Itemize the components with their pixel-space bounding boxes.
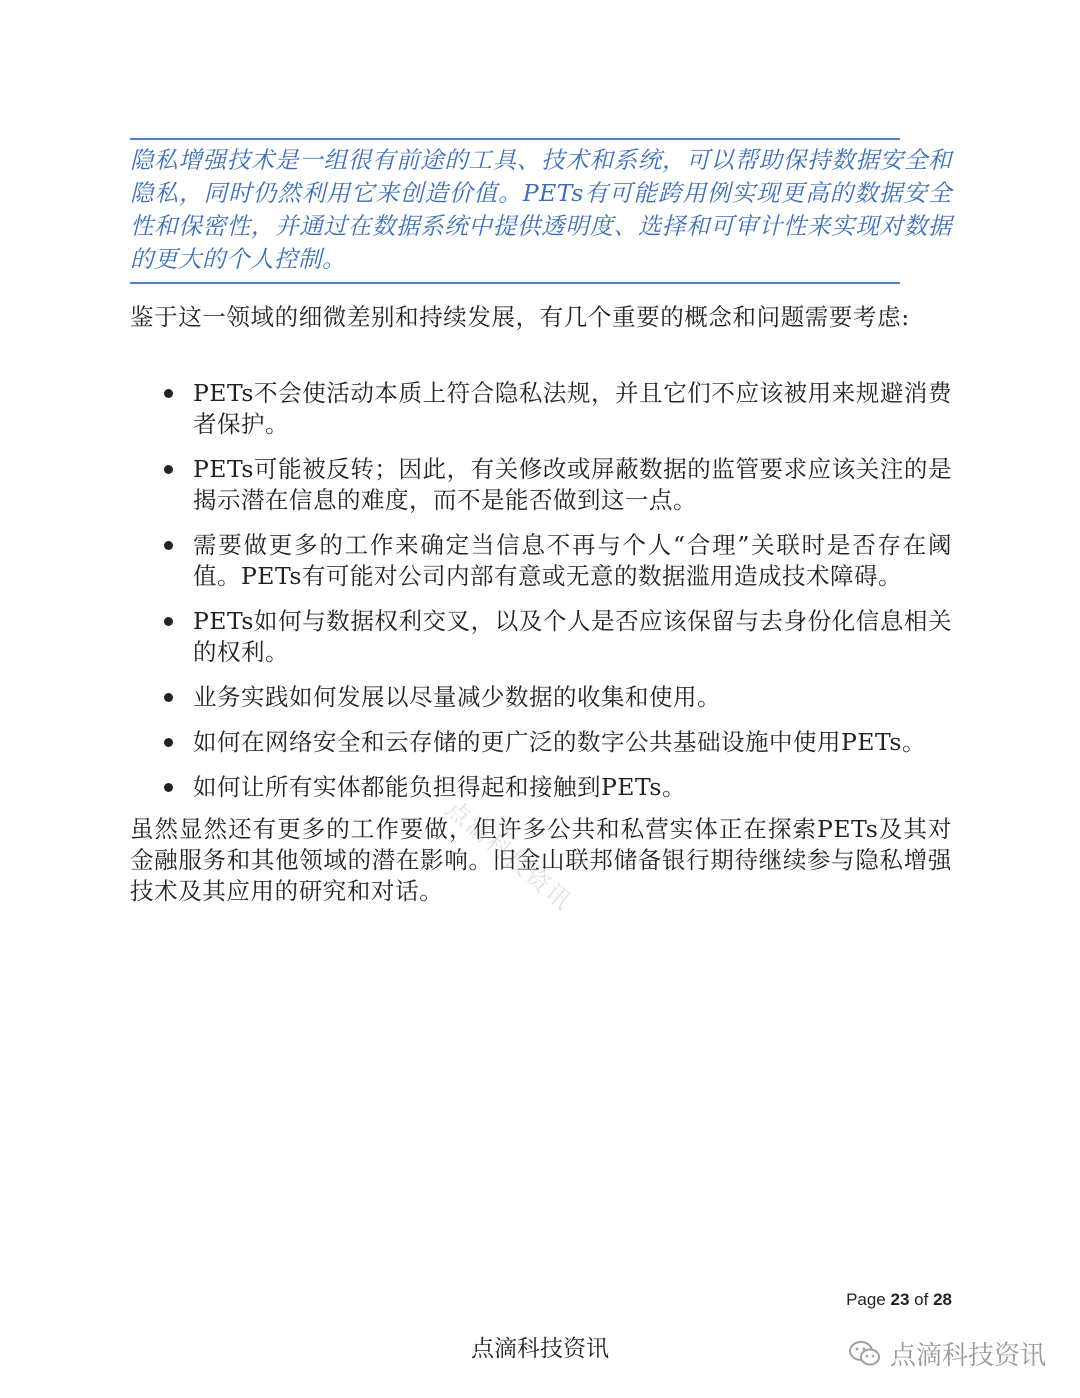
bullet-item (130, 530, 952, 592)
bullet-text: 如何在网络安全和云存储的更广泛的数字公共基础设施中使用PETs。 (193, 728, 926, 756)
watermark-text: 点滴科技资讯 (440, 794, 578, 917)
bullet-dot-icon (164, 617, 173, 626)
bullet-text: PETs可能被反转；因此，有关修改或屏蔽数据的监管要求应该关注的是揭示潜在信息的难度，而不是能否做到这一点。 (193, 455, 952, 514)
bullet-text: 如何让所有实体都能负担得起和接触到PETs。 (193, 773, 686, 801)
page-number-prefix: Page (846, 1290, 886, 1309)
intro-paragraph: 鉴于这一领域的细微差别和持续发展，有几个重要的概念和问题需要考虑: (130, 303, 910, 331)
page-number (846, 1290, 952, 1310)
bullet-dot-icon (164, 541, 173, 550)
wechat-label: 点滴科技资讯 (889, 1341, 1046, 1371)
bullet-item (130, 682, 952, 713)
bullet-dot-icon (164, 783, 173, 792)
quote-bottom-rule (130, 282, 900, 284)
bullet-dot-icon (164, 693, 173, 702)
bullet-text: PETs如何与数据权利交叉，以及个人是否应该保留与去身份化信息相关的权利。 (193, 607, 952, 666)
pull-quote (130, 138, 952, 284)
bullet-list (130, 378, 952, 817)
quote-text: 隐私增强技术是一组很有前途的工具、技术和系统，可以帮助保持数据安全和隐私，同时仍然利用它来创造价值。PETs有可能跨用例实现更高的数据安全性和保密性，并通过在数据系统中提供透明度、选择和可审计性来实现对数据的更大的个人控制。 (130, 146, 952, 273)
page-number-total: 28 (933, 1290, 952, 1309)
bullet-text: 业务实践如何发展以尽量减少数据的收集和使用。 (193, 683, 721, 711)
bullet-item (130, 454, 952, 516)
page-number-of: of (914, 1290, 929, 1309)
bullet-item (130, 772, 952, 803)
bullet-item (130, 378, 952, 440)
closing-paragraph: 虽然显然还有更多的工作要做，但许多公共和私营实体正在探索PETs及其对金融服务和其他领域的潜在影响。旧金山联邦储备银行期待继续参与隐私增强技术及其应用的研究和对话。 (130, 815, 952, 905)
bullet-dot-icon (164, 389, 173, 398)
bullet-dot-icon (164, 465, 173, 474)
bullet-dot-icon (164, 738, 173, 747)
bullet-item (130, 606, 952, 668)
quote-top-rule (130, 138, 900, 140)
bullet-item (130, 727, 952, 758)
bullet-text: 需要做更多的工作来确定当信息不再与个人“合理”关联时是否存在阈值。PETs有可能对公司内部有意或无意的数据滥用造成技术障碍。 (193, 531, 952, 590)
footer-title: 点滴科技资讯 (471, 1336, 609, 1362)
wechat-watermark (848, 1335, 1046, 1372)
wechat-icon (848, 1339, 882, 1369)
page-number-current: 23 (890, 1290, 910, 1309)
bullet-text: PETs不会使活动本质上符合隐私法规，并且它们不应该被用来规避消费者保护。 (193, 379, 952, 438)
